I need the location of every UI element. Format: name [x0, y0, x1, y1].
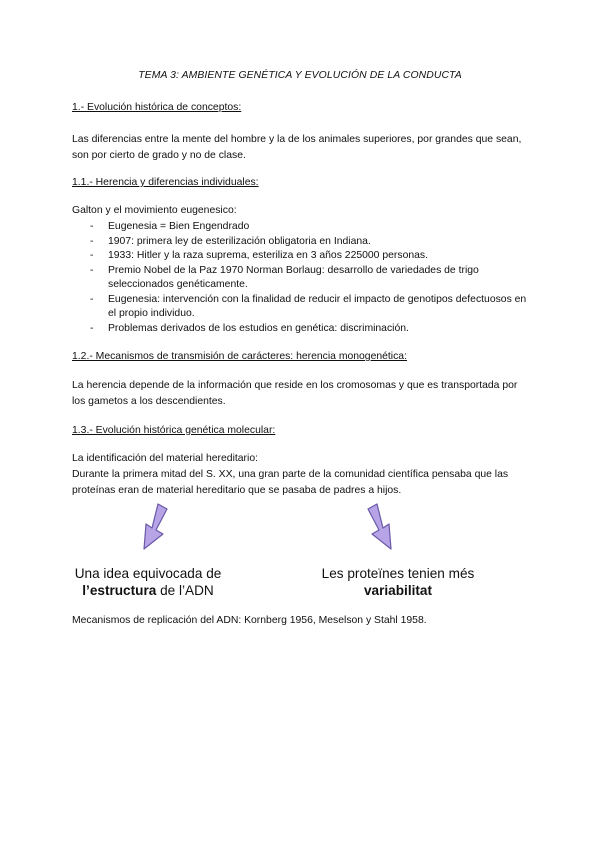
right-caption-line1: Les proteïnes tenien més	[321, 566, 475, 581]
list-item: - Eugenesia = Bien Engendrado	[90, 221, 250, 232]
left-caption	[68, 565, 228, 599]
right-caption	[312, 565, 484, 599]
list-item-text: Eugenesia: intervención con la finalidad de reducir el impacto de genotipos defectuosos en el propio individuo.	[108, 293, 527, 319]
list-item: - Problemas derivados de los estudios en genética: discriminación.	[90, 322, 409, 334]
section-1-2-heading: 1.2.- Mecanismos de transmisión de carácteres: herencia monogenética:	[72, 351, 407, 362]
section-1-heading: 1.- Evolución histórica de conceptos:	[72, 102, 242, 113]
right-caption-bold: variabilitat	[364, 583, 432, 598]
document-title: TEMA 3: AMBIENTE GENÉTICA Y EVOLUCIÓN DE LA CONDUCTA	[138, 70, 462, 81]
section-1-3-line1: La identificación del material hereditario:	[72, 453, 258, 464]
list-item-text: Eugenesia = Bien Engendrado	[108, 221, 250, 232]
section-1-2-paragraph: La herencia depende de la información que reside en los cromosomas y que es transportada por los gametos a los descendientes.	[72, 380, 518, 407]
list-item-text: Premio Nobel de la Paz 1970 Norman Borlaug: desarrollo de variedades de trigo seleccionados genéticamente.	[108, 264, 479, 290]
list-item: - 1907: primera ley de esterilización obligatoria en Indiana.	[90, 235, 371, 247]
right-down-arrow-icon	[363, 502, 403, 552]
left-down-arrow-icon	[138, 502, 178, 552]
list-item: - 1933: Hitler y la raza suprema, esteriliza en 3 años 225000 personas.	[90, 250, 428, 261]
section-1-paragraph: Las diferencias entre la mente del hombre y la de los animales superiores, por grandes que sean, son por cierto de grado y no de clase.	[72, 134, 522, 161]
list-item: - Premio Nobel de la Paz 1970 Norman Borlaug: desarrollo de variedades de trigo seleccionados genéticamente.	[90, 264, 479, 290]
eugenics-bullet-list	[72, 220, 528, 336]
section-1-1-heading: 1.1.- Herencia y diferencias individuales:	[72, 177, 259, 188]
list-item-text: Problemas derivados de los estudios en genética: discriminación.	[108, 322, 409, 334]
list-item-text: 1907: primera ley de esterilización obligatoria en Indiana.	[108, 235, 371, 247]
left-caption-line2	[68, 582, 228, 599]
left-caption-line1: Una idea equivocada de	[74, 566, 222, 581]
list-item-text: 1933: Hitler y la raza suprema, esteriliza en 3 años 225000 personas.	[108, 250, 428, 261]
section-1-1-intro: Galton y el movimiento eugenesico:	[72, 205, 237, 216]
section-1-3-heading: 1.3.- Evolución histórica genética molecular:	[72, 425, 276, 436]
left-caption-bold: l’estructura	[82, 583, 157, 598]
section-1-3-line2: Durante la primera mitad del S. XX, una gran parte de la comunidad científica pensaba que las proteínas eran de material hereditario que se pasaba de padres a hijos.	[72, 469, 509, 496]
replication-line: Mecanismos de replicación del ADN: Kornberg 1956, Meselson y Stahl 1958.	[72, 615, 427, 626]
left-caption-rest: de l’ADN	[156, 583, 214, 598]
list-item: - Eugenesia: intervención con la finalidad de reducir el impacto de genotipos defectuosos en el propio individuo.	[90, 293, 527, 319]
